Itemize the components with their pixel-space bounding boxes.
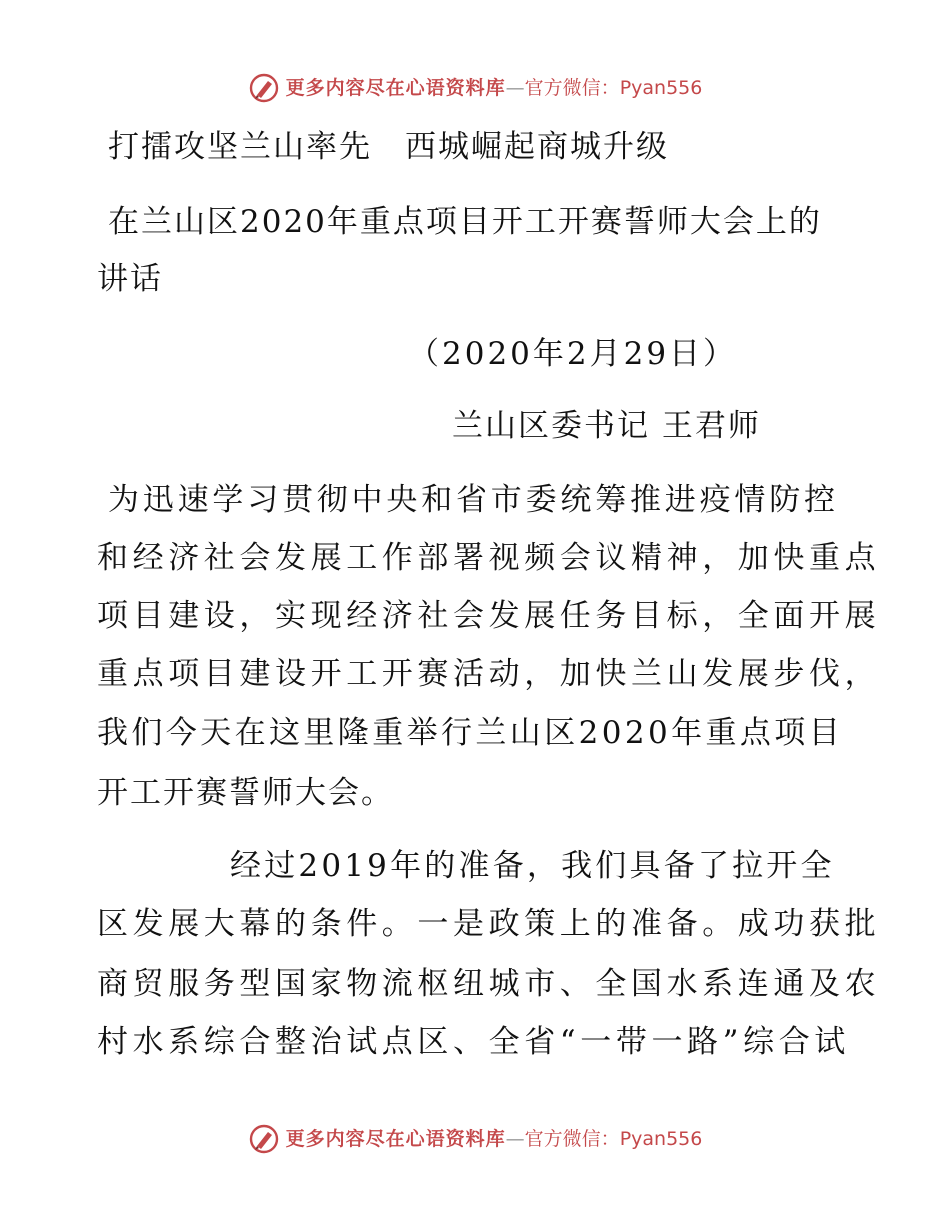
paragraph-line: 开工开赛誓师大会。 bbox=[97, 775, 394, 811]
paragraph-line: 区发展大幕的条件。一是政策上的准备。成功获批 bbox=[97, 906, 881, 942]
document-subtitle: 在兰山区2020年重点项目开工开赛誓师大会上的 bbox=[108, 204, 822, 240]
watermark-wechat-id: Pyan556 bbox=[619, 1128, 703, 1150]
watermark-brand: 更多内容尽在心语资料库 bbox=[285, 77, 506, 99]
document-title: 打擂攻坚兰山率先 西城崛起商城升级 bbox=[108, 129, 669, 165]
paragraph-line: 项目建设，实现经济社会发展任务目标，全面开展 bbox=[97, 598, 881, 634]
paragraph-line: 重点项目建设开工开赛活动，加快兰山发展步伐， bbox=[97, 656, 881, 692]
watermark-footer bbox=[0, 1123, 950, 1155]
watermark-wechat-id: Pyan556 bbox=[619, 77, 703, 99]
pen-logo-icon bbox=[248, 72, 280, 104]
paragraph-line: 村水系综合整治试点区、全省“一带一路”综合试 bbox=[97, 1024, 850, 1060]
watermark-brand: 更多内容尽在心语资料库 bbox=[285, 1128, 506, 1150]
document-subtitle-continued: 讲话 bbox=[97, 261, 163, 297]
document-author: 兰山区委书记 王君师 bbox=[452, 408, 761, 444]
document-date: （2020年2月29日） bbox=[408, 336, 738, 372]
paragraph-line: 商贸服务型国家物流枢纽城市、全国水系连通及农 bbox=[97, 966, 881, 1002]
paragraph-line: 为迅速学习贯彻中央和省市委统筹推进疫情防控 bbox=[108, 482, 839, 518]
watermark-label: 官方微信： bbox=[524, 77, 620, 99]
watermark-header bbox=[0, 72, 950, 104]
paragraph-line: 和经济社会发展工作部署视频会议精神，加快重点 bbox=[97, 540, 881, 576]
pen-logo-icon bbox=[248, 1123, 280, 1155]
watermark-dash: — bbox=[505, 1128, 525, 1150]
watermark-dash: — bbox=[505, 77, 525, 99]
paragraph-line: 经过2019年的准备，我们具备了拉开全 bbox=[230, 848, 835, 884]
watermark-label: 官方微信： bbox=[524, 1128, 620, 1150]
paragraph-line: 我们今天在这里隆重举行兰山区2020年重点项目 bbox=[97, 715, 844, 751]
